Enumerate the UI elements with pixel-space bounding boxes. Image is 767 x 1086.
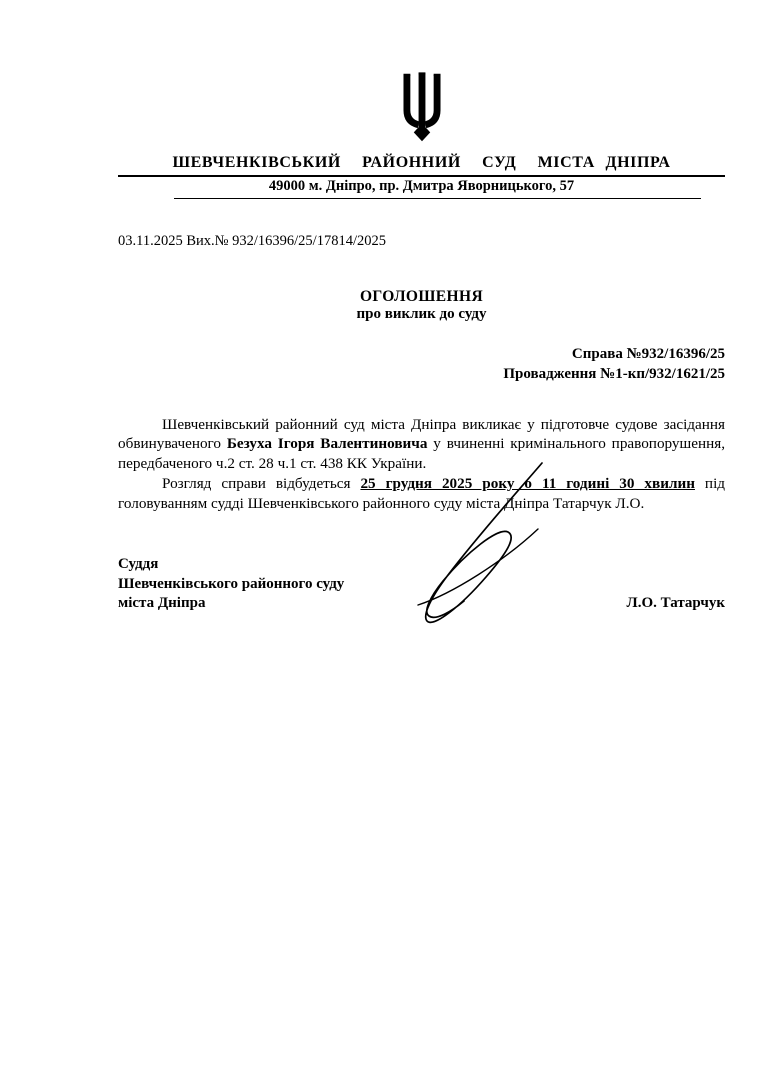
judge-title-line3: міста Дніпра (118, 594, 206, 611)
accused-name: Безуха Ігоря Валентиновича (226, 435, 428, 453)
document-title: ОГОЛОШЕННЯ (359, 288, 484, 305)
paragraph-summons-end: у вчиненні кримінального правопорушення, передбаченого ч.2 ст. 28 ч.1 ст. 438 КК України. (118, 435, 725, 473)
signature-block (118, 555, 725, 613)
judge-title-line2: Шевченківського районного суду (118, 575, 345, 592)
header-divider-bottom (174, 198, 701, 199)
court-address: 49000 м. Дніпро, пр. Дмитра Яворницького, 57 (268, 178, 575, 194)
hearing-datetime: 25 грудня 2025 року о 11 годині 30 хвилин (360, 474, 695, 492)
case-info-block (118, 345, 725, 385)
judge-title (118, 555, 344, 613)
case-number: Справа №932/16396/25 (571, 346, 725, 362)
paragraph-hearing (118, 474, 725, 514)
outgoing-reference-line: 03.11.2025 Вих.№ 932/16396/25/17814/2025 (118, 233, 386, 249)
body-text (118, 415, 725, 514)
paragraph-summons-start: Шевченківський районний суд міста Дніпра викликає у підготовче судове засідання обвинуваченого (118, 415, 725, 453)
paragraph-hearing-start: Розгляд справи відбудеться (162, 474, 361, 492)
ukraine-trident-emblem-icon (398, 72, 446, 142)
proceeding-number: Провадження №1-кп/932/1621/25 (503, 365, 725, 382)
document-subtitle: про виклик до суду (356, 306, 487, 322)
paragraph-summons (118, 415, 725, 474)
emblem-container (118, 0, 725, 142)
judge-name: Л.О. Татарчук (626, 594, 725, 611)
paragraph-hearing-end: під головуванням судді Шевченківського районного суду міста Дніпра Татарчук Л.О. (118, 474, 726, 512)
court-name: ШЕВЧЕНКІВСЬКИЙ РАЙОННИЙ СУД МІСТА ДНІПРА (172, 154, 671, 171)
title-block (118, 288, 725, 323)
judge-title-line1: Суддя (118, 556, 159, 573)
